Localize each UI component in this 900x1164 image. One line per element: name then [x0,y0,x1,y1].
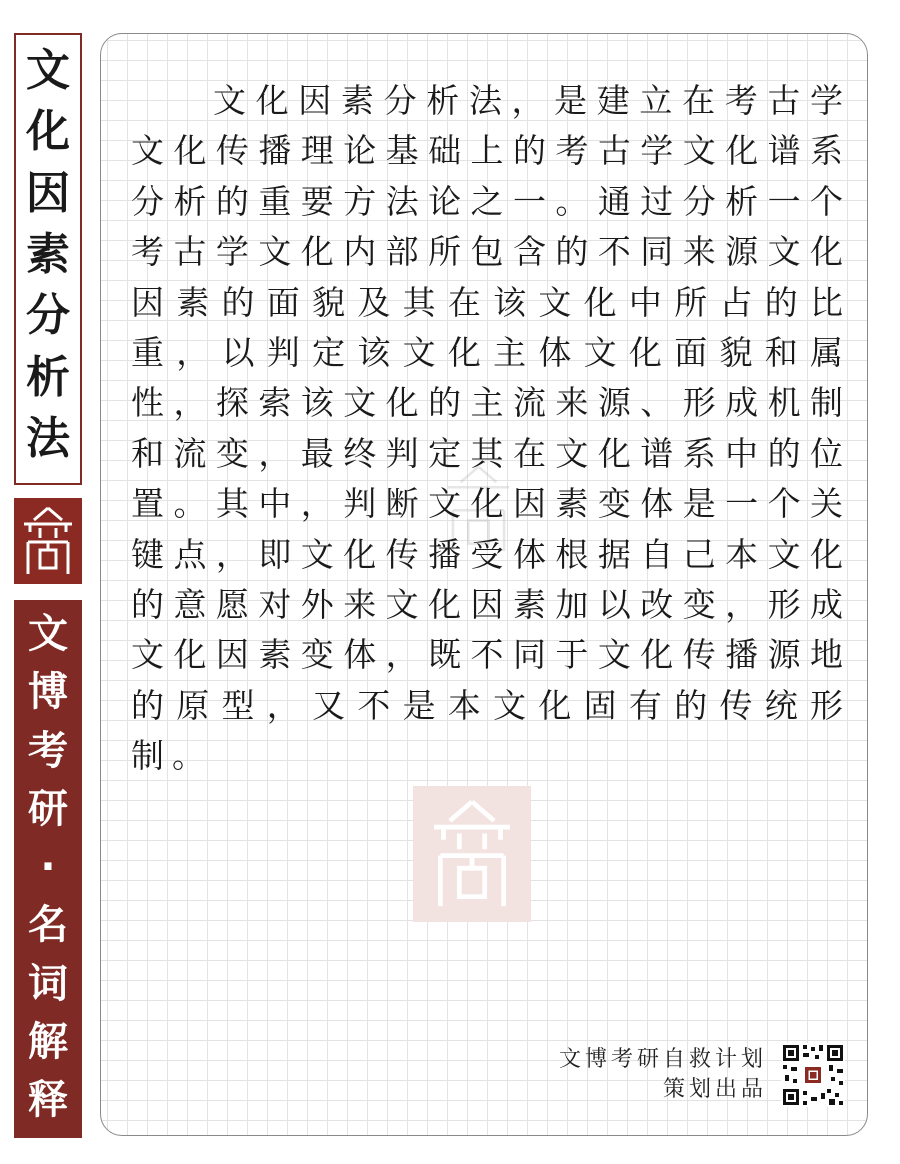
series-char: 文 [28,611,68,657]
footer-line-1: 文博考研自救计划 [558,1047,767,1072]
title-char: 文 [26,45,70,96]
series-char: 解 [28,1018,68,1065]
definition-text: 文化因素分析法，是建立在考古学文化传播理论基础上的考古学文化谱系分析的重要方法论之一。通过分析一个考古学文化内部所包含的不同来源文化因素的面貌及其在该文化中所占的比重，以判定该文化主体文化面貌和属性，探索该文化的主流来源、形成机制和流变，最终判定其在文化谱系中的位置。其中，判断文化因素变体是一个关键点，即文化传播受体根据自己本文化的意愿对外来文化因素加以改变，形成文化因素变体，既不同于文化传播源地的原型，又不是本文化固有的传统形制。 [131,81,851,776]
series-char: 释 [28,1077,68,1123]
title-char: 法 [26,412,70,464]
title-char: 分 [26,290,70,342]
title-char: 素 [26,228,70,280]
series-char: 研 [28,785,68,832]
series-char: 考 [28,727,68,774]
title-char: 因 [26,167,70,219]
title-char: 化 [26,106,70,158]
series-char: 博 [28,669,68,716]
vertical-title [14,33,82,485]
vertical-series-title [14,600,82,1138]
series-char: · [40,844,56,890]
series-char: 名 [28,902,68,949]
seal-watermark-icon [413,786,531,922]
qr-code-icon[interactable] [781,1043,845,1107]
seal-icon [14,498,82,584]
footer-credit [559,1045,767,1105]
title-char: 析 [26,351,70,403]
footer-line-2: 策划出品 [662,1077,767,1102]
grid-paper [100,33,868,1136]
series-char: 词 [28,960,68,1007]
